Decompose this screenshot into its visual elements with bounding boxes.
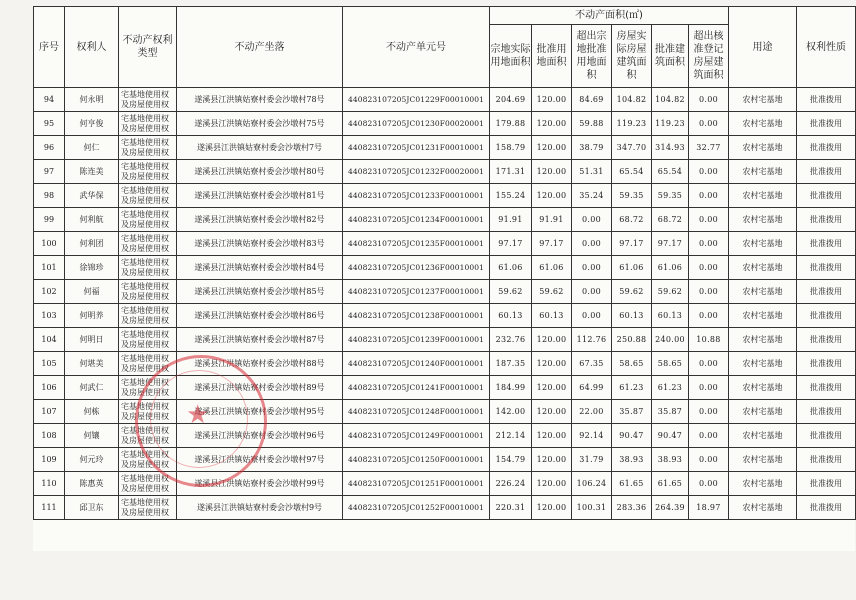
table-row <box>34 160 856 184</box>
right-type-cell: 宅基地使用权及房屋使用权 <box>119 304 177 328</box>
right-type-cell: 宅基地使用权及房屋使用权 <box>119 112 177 136</box>
table-row <box>34 184 856 208</box>
house-exceed-cell: 0.00 <box>689 400 729 424</box>
unit-number-cell: 440823107205JC01231F00010001 <box>343 136 490 160</box>
land-approved-cell: 120.00 <box>532 448 572 472</box>
house-actual-cell: 119.23 <box>612 112 652 136</box>
land-exceed-cell: 0.00 <box>572 304 612 328</box>
table-body <box>34 88 856 520</box>
header-house-exceed: 超出核准登记房屋建筑面积 <box>689 25 729 88</box>
location-cell: 遂溪县江洪镇姑寮村委会沙墩村99号 <box>177 472 343 496</box>
land-actual-cell: 91.91 <box>490 208 532 232</box>
house-actual-cell: 283.36 <box>612 496 652 520</box>
house-actual-cell: 59.62 <box>612 280 652 304</box>
land-approved-cell: 97.17 <box>532 232 572 256</box>
land-approved-cell: 120.00 <box>532 328 572 352</box>
land-approved-cell: 120.00 <box>532 496 572 520</box>
land-actual-cell: 142.00 <box>490 400 532 424</box>
house-approved-cell: 240.00 <box>652 328 689 352</box>
house-approved-cell: 61.06 <box>652 256 689 280</box>
land-approved-cell: 120.00 <box>532 112 572 136</box>
unit-number-cell: 440823107205JC01239F00010001 <box>343 328 490 352</box>
right-type-cell: 宅基地使用权及房屋使用权 <box>119 352 177 376</box>
land-approved-cell: 59.62 <box>532 280 572 304</box>
right-type-cell: 宅基地使用权及房屋使用权 <box>119 232 177 256</box>
house-approved-cell: 58.65 <box>652 352 689 376</box>
seq-cell: 106 <box>34 376 65 400</box>
location-cell: 遂溪县江洪镇姑寮村委会沙墩村82号 <box>177 208 343 232</box>
house-approved-cell: 90.47 <box>652 424 689 448</box>
house-exceed-cell: 0.00 <box>689 232 729 256</box>
use-cell: 农村宅基地 <box>729 184 797 208</box>
land-exceed-cell: 0.00 <box>572 280 612 304</box>
right-type-cell: 宅基地使用权及房屋使用权 <box>119 256 177 280</box>
land-actual-cell: 61.06 <box>490 256 532 280</box>
use-cell: 农村宅基地 <box>729 232 797 256</box>
unit-number-cell: 440823107205JC01233F00010001 <box>343 184 490 208</box>
header-seq: 序号 <box>34 7 65 88</box>
use-cell: 农村宅基地 <box>729 376 797 400</box>
location-cell: 遂溪县江洪镇姑寮村委会沙墩村80号 <box>177 160 343 184</box>
right-type-cell: 宅基地使用权及房屋使用权 <box>119 400 177 424</box>
owner-cell: 何镶 <box>65 424 119 448</box>
house-exceed-cell: 0.00 <box>689 184 729 208</box>
unit-number-cell: 440823107205JC01230F00020001 <box>343 112 490 136</box>
nature-cell: 批准拨用 <box>797 376 856 400</box>
table-row <box>34 352 856 376</box>
unit-number-cell: 440823107205JC01235F00010001 <box>343 232 490 256</box>
location-cell: 遂溪县江洪镇姑寮村委会沙墩村83号 <box>177 232 343 256</box>
house-approved-cell: 38.93 <box>652 448 689 472</box>
house-approved-cell: 104.82 <box>652 88 689 112</box>
land-approved-cell: 120.00 <box>532 376 572 400</box>
land-exceed-cell: 22.00 <box>572 400 612 424</box>
owner-cell: 何利航 <box>65 208 119 232</box>
unit-number-cell: 440823107205JC01234F00010001 <box>343 208 490 232</box>
land-approved-cell: 120.00 <box>532 136 572 160</box>
house-actual-cell: 35.87 <box>612 400 652 424</box>
right-type-cell: 宅基地使用权及房屋使用权 <box>119 88 177 112</box>
seq-cell: 104 <box>34 328 65 352</box>
use-cell: 农村宅基地 <box>729 496 797 520</box>
house-actual-cell: 104.82 <box>612 88 652 112</box>
unit-number-cell: 440823107205JC01236F00010001 <box>343 256 490 280</box>
unit-number-cell: 440823107205JC01232F00020001 <box>343 160 490 184</box>
land-exceed-cell: 0.00 <box>572 256 612 280</box>
nature-cell: 批准拨用 <box>797 88 856 112</box>
seq-cell: 107 <box>34 400 65 424</box>
land-exceed-cell: 106.24 <box>572 472 612 496</box>
right-type-cell: 宅基地使用权及房屋使用权 <box>119 496 177 520</box>
land-approved-cell: 120.00 <box>532 88 572 112</box>
location-cell: 遂溪县江洪镇姑寮村委会沙墩村9号 <box>177 496 343 520</box>
table-row <box>34 256 856 280</box>
owner-cell: 何明日 <box>65 328 119 352</box>
house-exceed-cell: 0.00 <box>689 376 729 400</box>
owner-cell: 徐锦珍 <box>65 256 119 280</box>
location-cell: 遂溪县江洪镇姑寮村委会沙墩村87号 <box>177 328 343 352</box>
table-row <box>34 400 856 424</box>
house-actual-cell: 61.06 <box>612 256 652 280</box>
seq-cell: 105 <box>34 352 65 376</box>
house-actual-cell: 97.17 <box>612 232 652 256</box>
house-approved-cell: 61.65 <box>652 472 689 496</box>
house-exceed-cell: 32.77 <box>689 136 729 160</box>
header-land-exceed: 超出宗地批准用地面积 <box>572 25 612 88</box>
header-land-actual: 宗地实际用地面积 <box>490 25 532 88</box>
house-approved-cell: 35.87 <box>652 400 689 424</box>
location-cell: 遂溪县江洪镇姑寮村委会沙墩村88号 <box>177 352 343 376</box>
land-exceed-cell: 64.99 <box>572 376 612 400</box>
unit-number-cell: 440823107205JC01240F00010001 <box>343 352 490 376</box>
use-cell: 农村宅基地 <box>729 88 797 112</box>
owner-cell: 何仁 <box>65 136 119 160</box>
right-type-cell: 宅基地使用权及房屋使用权 <box>119 280 177 304</box>
header-house-approved: 批准建筑面积 <box>652 25 689 88</box>
nature-cell: 批准拨用 <box>797 280 856 304</box>
right-type-cell: 宅基地使用权及房屋使用权 <box>119 472 177 496</box>
unit-number-cell: 440823107205JC01249F00010001 <box>343 424 490 448</box>
unit-number-cell: 440823107205JC01238F00010001 <box>343 304 490 328</box>
seq-cell: 98 <box>34 184 65 208</box>
use-cell: 农村宅基地 <box>729 112 797 136</box>
house-actual-cell: 250.88 <box>612 328 652 352</box>
land-approved-cell: 120.00 <box>532 160 572 184</box>
owner-cell: 何武仁 <box>65 376 119 400</box>
land-actual-cell: 226.24 <box>490 472 532 496</box>
house-approved-cell: 65.54 <box>652 160 689 184</box>
right-type-cell: 宅基地使用权及房屋使用权 <box>119 184 177 208</box>
header-area-group: 不动产面积(㎡) <box>490 7 729 25</box>
unit-number-cell: 440823107205JC01252F00010001 <box>343 496 490 520</box>
table-row <box>34 112 856 136</box>
seal-star-icon: ★ <box>186 400 210 430</box>
house-exceed-cell: 0.00 <box>689 112 729 136</box>
header-land-approved: 批准用地面积 <box>532 25 572 88</box>
seq-cell: 109 <box>34 448 65 472</box>
land-approved-cell: 120.00 <box>532 184 572 208</box>
unit-number-cell: 440823107205JC01250F00010001 <box>343 448 490 472</box>
nature-cell: 批准拨用 <box>797 160 856 184</box>
unit-number-cell: 440823107205JC01241F00010001 <box>343 376 490 400</box>
nature-cell: 批准拨用 <box>797 136 856 160</box>
house-actual-cell: 90.47 <box>612 424 652 448</box>
land-approved-cell: 120.00 <box>532 400 572 424</box>
table-row <box>34 448 856 472</box>
land-exceed-cell: 59.88 <box>572 112 612 136</box>
land-exceed-cell: 100.31 <box>572 496 612 520</box>
header-unit-no: 不动产单元号 <box>343 7 490 88</box>
house-exceed-cell: 0.00 <box>689 160 729 184</box>
right-type-cell: 宅基地使用权及房屋使用权 <box>119 136 177 160</box>
owner-cell: 何利团 <box>65 232 119 256</box>
seq-cell: 111 <box>34 496 65 520</box>
table-row <box>34 328 856 352</box>
seq-cell: 102 <box>34 280 65 304</box>
nature-cell: 批准拨用 <box>797 424 856 448</box>
seq-cell: 108 <box>34 424 65 448</box>
use-cell: 农村宅基地 <box>729 280 797 304</box>
land-actual-cell: 97.17 <box>490 232 532 256</box>
land-exceed-cell: 84.69 <box>572 88 612 112</box>
house-exceed-cell: 18.97 <box>689 496 729 520</box>
house-exceed-cell: 0.00 <box>689 448 729 472</box>
unit-number-cell: 440823107205JC01229F00010001 <box>343 88 490 112</box>
location-cell: 遂溪县江洪镇姑寮村委会沙墩村75号 <box>177 112 343 136</box>
table-row <box>34 88 856 112</box>
owner-cell: 何堪美 <box>65 352 119 376</box>
house-actual-cell: 38.93 <box>612 448 652 472</box>
unit-number-cell: 440823107205JC01237F00010001 <box>343 280 490 304</box>
house-exceed-cell: 0.00 <box>689 280 729 304</box>
house-actual-cell: 61.65 <box>612 472 652 496</box>
location-cell: 遂溪县江洪镇姑寮村委会沙墩村95号 <box>177 400 343 424</box>
table-row <box>34 424 856 448</box>
header-house-actual: 房屋实际房屋建筑面积 <box>612 25 652 88</box>
header-right-type: 不动产权利类型 <box>119 7 177 88</box>
land-exceed-cell: 38.79 <box>572 136 612 160</box>
unit-number-cell: 440823107205JC01248F00010001 <box>343 400 490 424</box>
right-type-cell: 宅基地使用权及房屋使用权 <box>119 424 177 448</box>
nature-cell: 批准拨用 <box>797 232 856 256</box>
table-row <box>34 496 856 520</box>
header-owner: 权利人 <box>65 7 119 88</box>
nature-cell: 批准拨用 <box>797 112 856 136</box>
seq-cell: 101 <box>34 256 65 280</box>
nature-cell: 批准拨用 <box>797 184 856 208</box>
nature-cell: 批准拨用 <box>797 448 856 472</box>
nature-cell: 批准拨用 <box>797 256 856 280</box>
land-exceed-cell: 92.14 <box>572 424 612 448</box>
house-exceed-cell: 0.00 <box>689 88 729 112</box>
table-row <box>34 136 856 160</box>
land-actual-cell: 232.76 <box>490 328 532 352</box>
seq-cell: 95 <box>34 112 65 136</box>
table-row <box>34 376 856 400</box>
nature-cell: 批准拨用 <box>797 496 856 520</box>
land-actual-cell: 59.62 <box>490 280 532 304</box>
land-actual-cell: 155.24 <box>490 184 532 208</box>
house-actual-cell: 65.54 <box>612 160 652 184</box>
house-exceed-cell: 0.00 <box>689 256 729 280</box>
use-cell: 农村宅基地 <box>729 448 797 472</box>
location-cell: 遂溪县江洪镇姑寮村委会沙墩村86号 <box>177 304 343 328</box>
seq-cell: 100 <box>34 232 65 256</box>
nature-cell: 批准拨用 <box>797 328 856 352</box>
use-cell: 农村宅基地 <box>729 160 797 184</box>
seq-cell: 110 <box>34 472 65 496</box>
right-type-cell: 宅基地使用权及房屋使用权 <box>119 328 177 352</box>
land-actual-cell: 187.35 <box>490 352 532 376</box>
house-approved-cell: 61.23 <box>652 376 689 400</box>
use-cell: 农村宅基地 <box>729 424 797 448</box>
use-cell: 农村宅基地 <box>729 328 797 352</box>
house-approved-cell: 119.23 <box>652 112 689 136</box>
land-actual-cell: 158.79 <box>490 136 532 160</box>
house-approved-cell: 264.39 <box>652 496 689 520</box>
land-actual-cell: 179.88 <box>490 112 532 136</box>
use-cell: 农村宅基地 <box>729 304 797 328</box>
owner-cell: 何元玲 <box>65 448 119 472</box>
house-actual-cell: 347.70 <box>612 136 652 160</box>
land-exceed-cell: 0.00 <box>572 208 612 232</box>
house-exceed-cell: 0.00 <box>689 424 729 448</box>
location-cell: 遂溪县江洪镇姑寮村委会沙墩村84号 <box>177 256 343 280</box>
land-actual-cell: 220.31 <box>490 496 532 520</box>
owner-cell: 何永明 <box>65 88 119 112</box>
owner-cell: 邱卫东 <box>65 496 119 520</box>
use-cell: 农村宅基地 <box>729 472 797 496</box>
table-row <box>34 472 856 496</box>
right-type-cell: 宅基地使用权及房屋使用权 <box>119 448 177 472</box>
land-exceed-cell: 112.76 <box>572 328 612 352</box>
location-cell: 遂溪县江洪镇姑寮村委会沙墩村85号 <box>177 280 343 304</box>
table-row <box>34 208 856 232</box>
table-row <box>34 232 856 256</box>
seq-cell: 99 <box>34 208 65 232</box>
land-approved-cell: 120.00 <box>532 352 572 376</box>
house-exceed-cell: 0.00 <box>689 208 729 232</box>
land-actual-cell: 204.69 <box>490 88 532 112</box>
house-approved-cell: 59.62 <box>652 280 689 304</box>
owner-cell: 陈惠英 <box>65 472 119 496</box>
location-cell: 遂溪县江洪镇姑寮村委会沙墩村7号 <box>177 136 343 160</box>
right-type-cell: 宅基地使用权及房屋使用权 <box>119 208 177 232</box>
house-approved-cell: 68.72 <box>652 208 689 232</box>
owner-cell: 何明养 <box>65 304 119 328</box>
header-use: 用途 <box>729 7 797 88</box>
table-row <box>34 304 856 328</box>
land-approved-cell: 120.00 <box>532 424 572 448</box>
owner-cell: 武华保 <box>65 184 119 208</box>
house-exceed-cell: 10.88 <box>689 328 729 352</box>
right-type-cell: 宅基地使用权及房屋使用权 <box>119 376 177 400</box>
land-exceed-cell: 31.79 <box>572 448 612 472</box>
header-location: 不动产坐落 <box>177 7 343 88</box>
house-exceed-cell: 0.00 <box>689 352 729 376</box>
land-actual-cell: 60.13 <box>490 304 532 328</box>
owner-cell: 何福 <box>65 280 119 304</box>
use-cell: 农村宅基地 <box>729 352 797 376</box>
land-actual-cell: 154.79 <box>490 448 532 472</box>
seq-cell: 94 <box>34 88 65 112</box>
table-row <box>34 280 856 304</box>
property-area-table <box>33 6 856 520</box>
house-approved-cell: 314.93 <box>652 136 689 160</box>
house-exceed-cell: 0.00 <box>689 472 729 496</box>
nature-cell: 批准拨用 <box>797 304 856 328</box>
use-cell: 农村宅基地 <box>729 136 797 160</box>
use-cell: 农村宅基地 <box>729 400 797 424</box>
nature-cell: 批准拨用 <box>797 352 856 376</box>
house-actual-cell: 68.72 <box>612 208 652 232</box>
seq-cell: 103 <box>34 304 65 328</box>
land-actual-cell: 171.31 <box>490 160 532 184</box>
house-actual-cell: 58.65 <box>612 352 652 376</box>
right-type-cell: 宅基地使用权及房屋使用权 <box>119 160 177 184</box>
land-exceed-cell: 35.24 <box>572 184 612 208</box>
land-approved-cell: 120.00 <box>532 472 572 496</box>
location-cell: 遂溪县江洪镇姑寮村委会沙墩村89号 <box>177 376 343 400</box>
house-actual-cell: 59.35 <box>612 184 652 208</box>
land-actual-cell: 212.14 <box>490 424 532 448</box>
land-exceed-cell: 0.00 <box>572 232 612 256</box>
location-cell: 遂溪县江洪镇姑寮村委会沙墩村78号 <box>177 88 343 112</box>
location-cell: 遂溪县江洪镇姑寮村委会沙墩村97号 <box>177 448 343 472</box>
owner-cell: 何栋 <box>65 400 119 424</box>
seq-cell: 96 <box>34 136 65 160</box>
land-approved-cell: 91.91 <box>532 208 572 232</box>
owner-cell: 陈连美 <box>65 160 119 184</box>
unit-number-cell: 440823107205JC01251F00010001 <box>343 472 490 496</box>
house-approved-cell: 59.35 <box>652 184 689 208</box>
house-actual-cell: 60.13 <box>612 304 652 328</box>
land-approved-cell: 61.06 <box>532 256 572 280</box>
location-cell: 遂溪县江洪镇姑寮村委会沙墩村96号 <box>177 424 343 448</box>
house-actual-cell: 61.23 <box>612 376 652 400</box>
use-cell: 农村宅基地 <box>729 256 797 280</box>
house-exceed-cell: 0.00 <box>689 304 729 328</box>
nature-cell: 批准拨用 <box>797 208 856 232</box>
house-approved-cell: 97.17 <box>652 232 689 256</box>
owner-cell: 何亨俊 <box>65 112 119 136</box>
land-actual-cell: 184.99 <box>490 376 532 400</box>
nature-cell: 批准拨用 <box>797 472 856 496</box>
header-nature: 权利性质 <box>797 7 856 88</box>
land-exceed-cell: 51.31 <box>572 160 612 184</box>
use-cell: 农村宅基地 <box>729 208 797 232</box>
land-approved-cell: 60.13 <box>532 304 572 328</box>
land-exceed-cell: 67.35 <box>572 352 612 376</box>
house-approved-cell: 60.13 <box>652 304 689 328</box>
location-cell: 遂溪县江洪镇姑寮村委会沙墩村81号 <box>177 184 343 208</box>
nature-cell: 批准拨用 <box>797 400 856 424</box>
seq-cell: 97 <box>34 160 65 184</box>
